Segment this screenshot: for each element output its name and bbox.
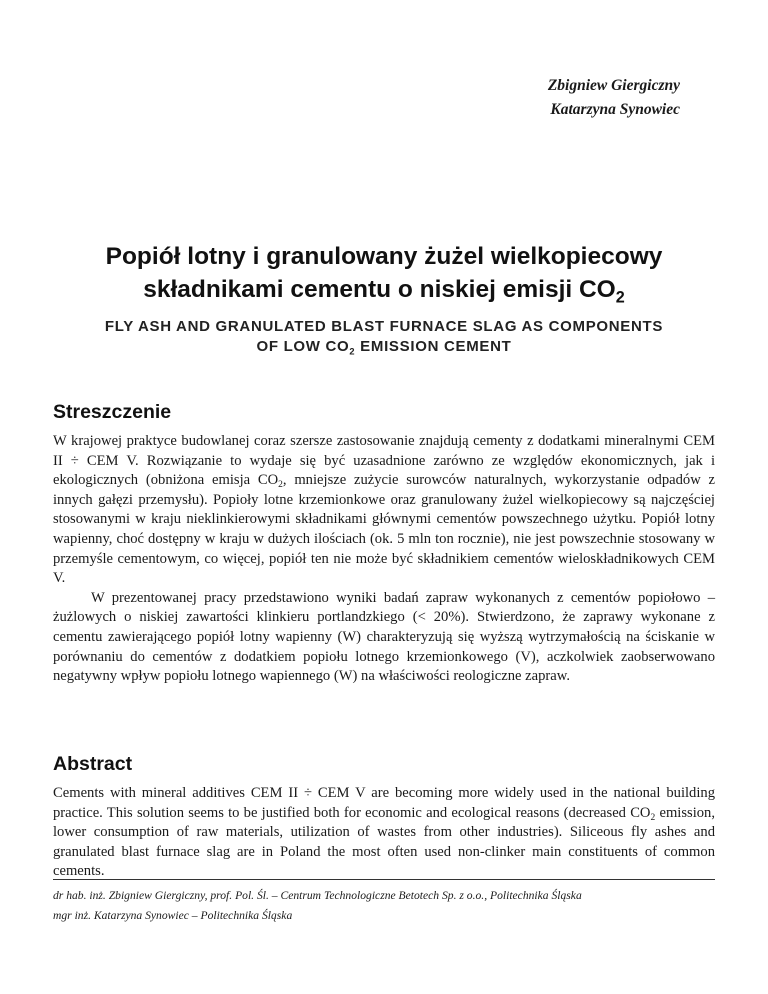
section-heading-streszczenie: Streszczenie: [53, 401, 172, 423]
title-line-2: składnikami cementu o niskiej emisji CO: [143, 276, 616, 303]
text-run: W krajowej praktyce budowlanej coraz szersze zastosowanie znajdują cementy z dodatkami mineralnymi CEM II ÷ CEM V. Rozwiązanie to wydaje się być uzasadnione zarówno ze względów ekonomicznych, jak i ekologicznych (obniżona emisja CO: [53, 433, 715, 489]
streszczenie-paragraph-1: [53, 432, 715, 589]
streszczenie-paragraph-2: W prezentowanej pracy przedstawiono wyniki badań zapraw wykonanych z cementów popiołowo – żużlowych o niskiej zawartości klinkieru portlandzkiego (< 20%). Stwierdzono, że zaprawy wykonane z cementu zawierającego popiół lotny wapienny (W) charakteryzują się wyższą wytrzymałością na ściskanie w porównaniu do cementów z dodatkiem popiołu lotnego krzemionkowego (V), aczkolwiek zaobserwowano negatywny wpływ popiołu lotnego wapiennego (W) na właściwości reologiczne zapraw.: [53, 589, 715, 685]
title-subscript: 2: [615, 288, 625, 307]
subtitle-line-2-end: EMISSION CEMENT: [355, 338, 512, 355]
text-run: emission, lower consumption of raw materials, utilization of wastes from other industries). Siliceous fly ashes and granulated blast furnace slag are in Poland the most often used non-clinker main constituents of common cements.: [53, 804, 715, 880]
author-name: Zbigniew Giergiczny: [547, 77, 680, 94]
streszczenie-body: [53, 432, 715, 687]
section-heading-abstract: Abstract: [53, 753, 133, 775]
subscript: 2: [278, 480, 283, 491]
subtitle-line-2: OF LOW CO: [256, 338, 350, 355]
footnote-affiliation: mgr inż. Katarzyna Synowiec – Politechnika Śląska: [53, 909, 293, 922]
footnote-divider: [53, 879, 715, 880]
subtitle-subscript: 2: [349, 346, 356, 357]
paper-subtitle-english: [52, 317, 716, 357]
text-run: Cements with mineral additives CEM II ÷ CEM V are becoming more widely used in the national building practice. This solution seems to be justified both for economic and ecological reasons (decreased CO: [53, 785, 715, 821]
text-run: , mniejsze zużycie surowców naturalnych, wykorzystanie odpadów z innych gałęzi przemysłu). Popioły lotne krzemionkowe oraz granulowany żużel wielkopiecowy są najczęściej stosowanymi w kraju nieklinkierowymi składnikami głównymi cementów powszechnego użytku. Popiół lotny wapienny, choć dostępny w kraju w dużych ilościach (ok. 5 mln ton rocznie), nie jest powszechnie stosowany w przemyśle cementowym, co więcej, popiół ten nie może być składnikiem cementów wieloskładnikowych CEM V.: [53, 472, 716, 587]
footnotes: [53, 886, 715, 926]
abstract-paragraph-1: [53, 784, 715, 882]
subscript: 2: [650, 812, 656, 823]
subtitle-line-1: FLY ASH AND GRANULATED BLAST FURNACE SLAG AS COMPONENTS: [104, 318, 664, 335]
paper-title: [52, 240, 716, 306]
footnote-affiliation: dr hab. inż. Zbigniew Giergiczny, prof. Pol. Śl. – Centrum Technologiczne Betotech Sp. z o.o., Politechnika Śląska: [53, 889, 582, 902]
title-line-1: Popiół lotny i granulowany żużel wielkopiecowy: [105, 243, 663, 270]
abstract-body: [53, 784, 715, 882]
authors-block: [548, 74, 680, 122]
author-name: Katarzyna Synowiec: [550, 101, 680, 118]
